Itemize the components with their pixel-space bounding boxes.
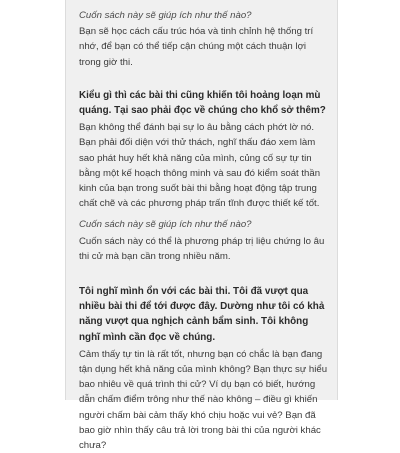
heading-1: Kiểu gì thì các bài thi cũng khiến tôi hoảng loạn mù quáng. Tại sao phải đọc về chúng cho khổ sở thêm? (79, 89, 326, 117)
question-1: Cuốn sách này sẽ giúp ích như thế nào? (79, 10, 252, 21)
heading-2: Tôi nghĩ mình ổn với các bài thi. Tôi đã vượt qua nhiều bài thi để tới được đây. Dường như tôi có khả năng vượt qua nghịch cảnh bẩm sinh. Tôi không nghĩ mình cần đọc về chúng. (79, 286, 325, 343)
answer-3: Cuốn sách này có thể là phương pháp trị liệu chứng lo âu thi cử mà bạn cần trong nhiều năm. (79, 235, 325, 262)
answer-1: Bạn sẽ học cách cấu trúc hóa và tinh chỉnh hệ thống trí nhớ, để bạn có thể tiếp cận chúng một cách thuận lợi trong giờ thi. (79, 26, 314, 68)
answer-4: Cảm thấy tự tin là rất tốt, nhưng bạn có chắc là bạn đang tận dụng hết khả năng của mình không? Bạn thực sự hiểu bao nhiêu về quá trình thi cử? Ví dụ bạn có biết, hướng dẫn chấm điểm trông như thế nào không – điều gì khiến người chấm bài cảm thấy khó chịu hoặc vui vẻ? Bạn đã bao giờ nhìn thấy câu trả lời trong bài thi của người khác chưa? (79, 348, 328, 452)
answer-2: Bạn không thể đánh bại sự lo âu bằng cách phớt lờ nó. Bạn phải đối diện với thử thách, nghĩ thấu đáo xem làm sao phát huy hết khả năng của mình, củng cố sự tự tin bằng một kế hoạch thông minh và sau đó kiểm soát thần kinh của bạn trong suốt bài thi bằng hoạt động tập trung chất chẽ và các phương pháp trấn tĩnh được thiết kế tốt. (79, 122, 321, 210)
question-2: Cuốn sách này sẽ giúp ích như thế nào? (79, 219, 252, 231)
book-page (65, 0, 338, 452)
